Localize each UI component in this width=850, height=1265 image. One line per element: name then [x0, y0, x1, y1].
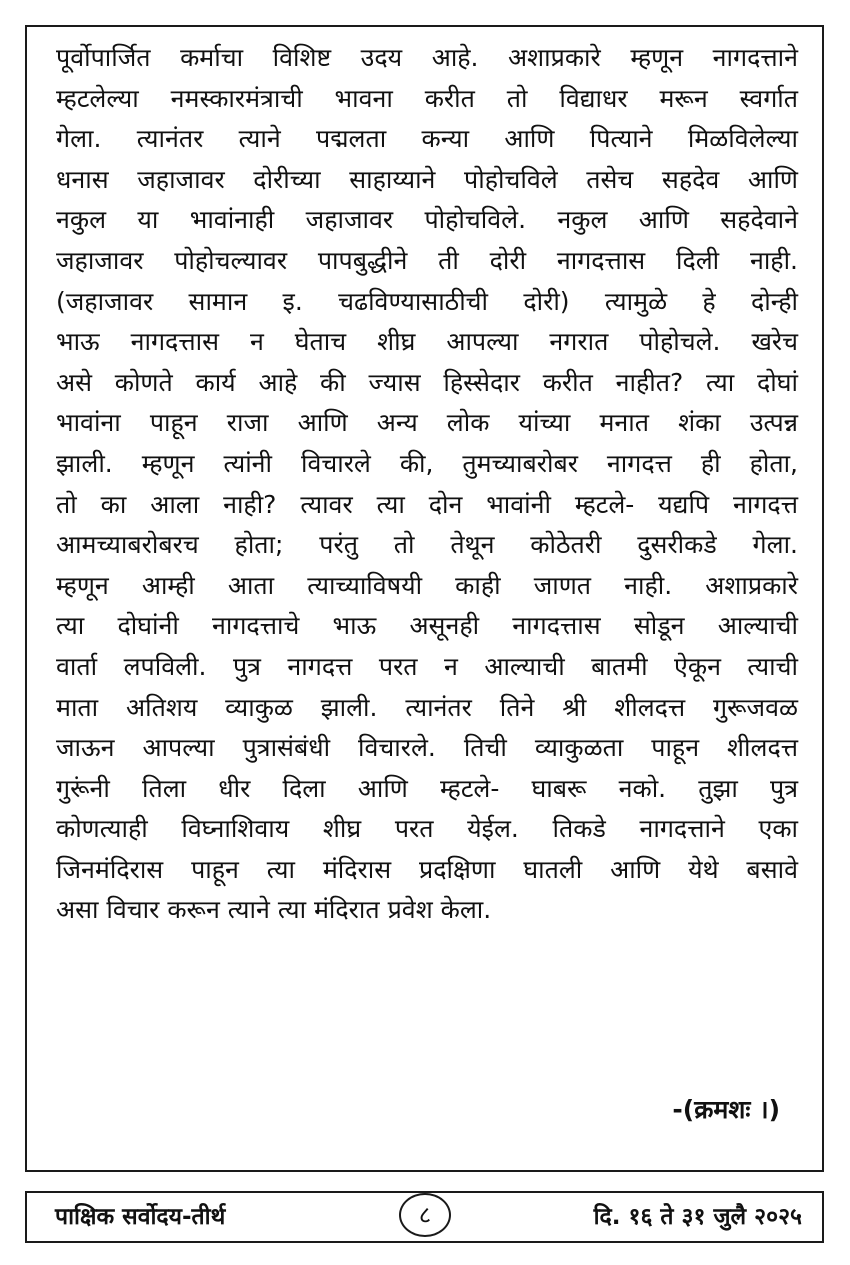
text-line: वार्ता लपविली. पुत्र नागदत्त परत न आल्याची बातमी ऐकून त्याची	[56, 651, 798, 681]
text-line: असा विचार करून त्याने त्या मंदिरात प्रवेश केला.	[56, 895, 492, 925]
text-line: झाली. म्हणून त्यांनी विचारले की, तुमच्याबरोबर नागदत्त ही होता,	[56, 448, 798, 478]
text-line: भावांना पाहून राजा आणि अन्य लोक यांच्या मनात शंका उत्पन्न	[56, 408, 798, 438]
text-line: म्हटलेल्या नमस्कारमंत्राची भावना करीत तो विद्याधर मरून स्वर्गात	[56, 83, 798, 113]
continued-marker: -(क्रमशः ।)	[672, 1095, 780, 1124]
publication-name: पाक्षिक सर्वोदय-तीर्थ	[55, 1204, 226, 1230]
text-line: माता अतिशय व्याकुळ झाली. त्यानंतर तिने श्री शीलदत्त गुरूजवळ	[56, 692, 798, 722]
text-line: तो का आला नाही? त्यावर त्या दोन भावांनी म्हटले- यद्यपि नागदत्त	[56, 489, 798, 519]
text-line: जाऊन आपल्या पुत्रासंबंधी विचारले. तिची व्याकुळता पाहून शीलदत्त	[56, 733, 798, 763]
text-line: असे कोणते कार्य आहे की ज्यास हिस्सेदार करीत नाहीत? त्या दोघां	[56, 367, 798, 397]
text-line: गेला. त्यानंतर त्याने पद्मलता कन्या आणि पित्याने मिळविलेल्या	[56, 124, 798, 154]
text-line: धनास जहाजावर दोरीच्या साहाय्याने पोहोचविले तसेच सहदेव आणि	[56, 164, 798, 194]
issue-date: दि. १६ ते ३१ जुलै २०२५	[593, 1204, 802, 1230]
text-line: आमच्याबरोबरच होता; परंतु तो तेथून कोठेतरी दुसरीकडे गेला.	[56, 530, 798, 560]
text-line: म्हणून आम्ही आता त्याच्याविषयी काही जाणत नाही. अशाप्रकारे	[56, 570, 798, 600]
text-line: त्या दोघांनी नागदत्ताचे भाऊ असूनही नागदत्तास सोडून आल्याची	[56, 611, 798, 641]
text-line: (जहाजावर सामान इ. चढविण्यासाठीची दोरी) त्यामुळे हे दोन्ही	[56, 286, 798, 316]
text-line: पूर्वोपार्जित कर्माचा विशिष्ट उदय आहे. अशाप्रकारे म्हणून नागदत्ताने	[56, 43, 798, 72]
text-line: नकुल या भावांनाही जहाजावर पोहोचविले. नकुल आणि सहदेवाने	[56, 205, 798, 235]
text-line: कोणत्याही विघ्नाशिवाय शीघ्र परत येईल. तिकडे नागदत्ताने एका	[56, 814, 798, 844]
text-line: गुरूंनी तिला धीर दिला आणि म्हटले- घाबरू नको. तुझा पुत्र	[56, 773, 798, 803]
text-line: जिनमंदिरास पाहून त्या मंदिरास प्रदक्षिणा घातली आणि येथे बसावे	[56, 854, 798, 884]
article-body	[56, 38, 798, 931]
page-number: ८	[399, 1193, 451, 1237]
text-line: जहाजावर पोहोचल्यावर पापबुद्धीने ती दोरी नागदत्तास दिली नाही.	[56, 245, 798, 275]
text-line: भाऊ नागदत्तास न घेताच शीघ्र आपल्या नगरात पोहोचले. खरेच	[56, 327, 798, 357]
